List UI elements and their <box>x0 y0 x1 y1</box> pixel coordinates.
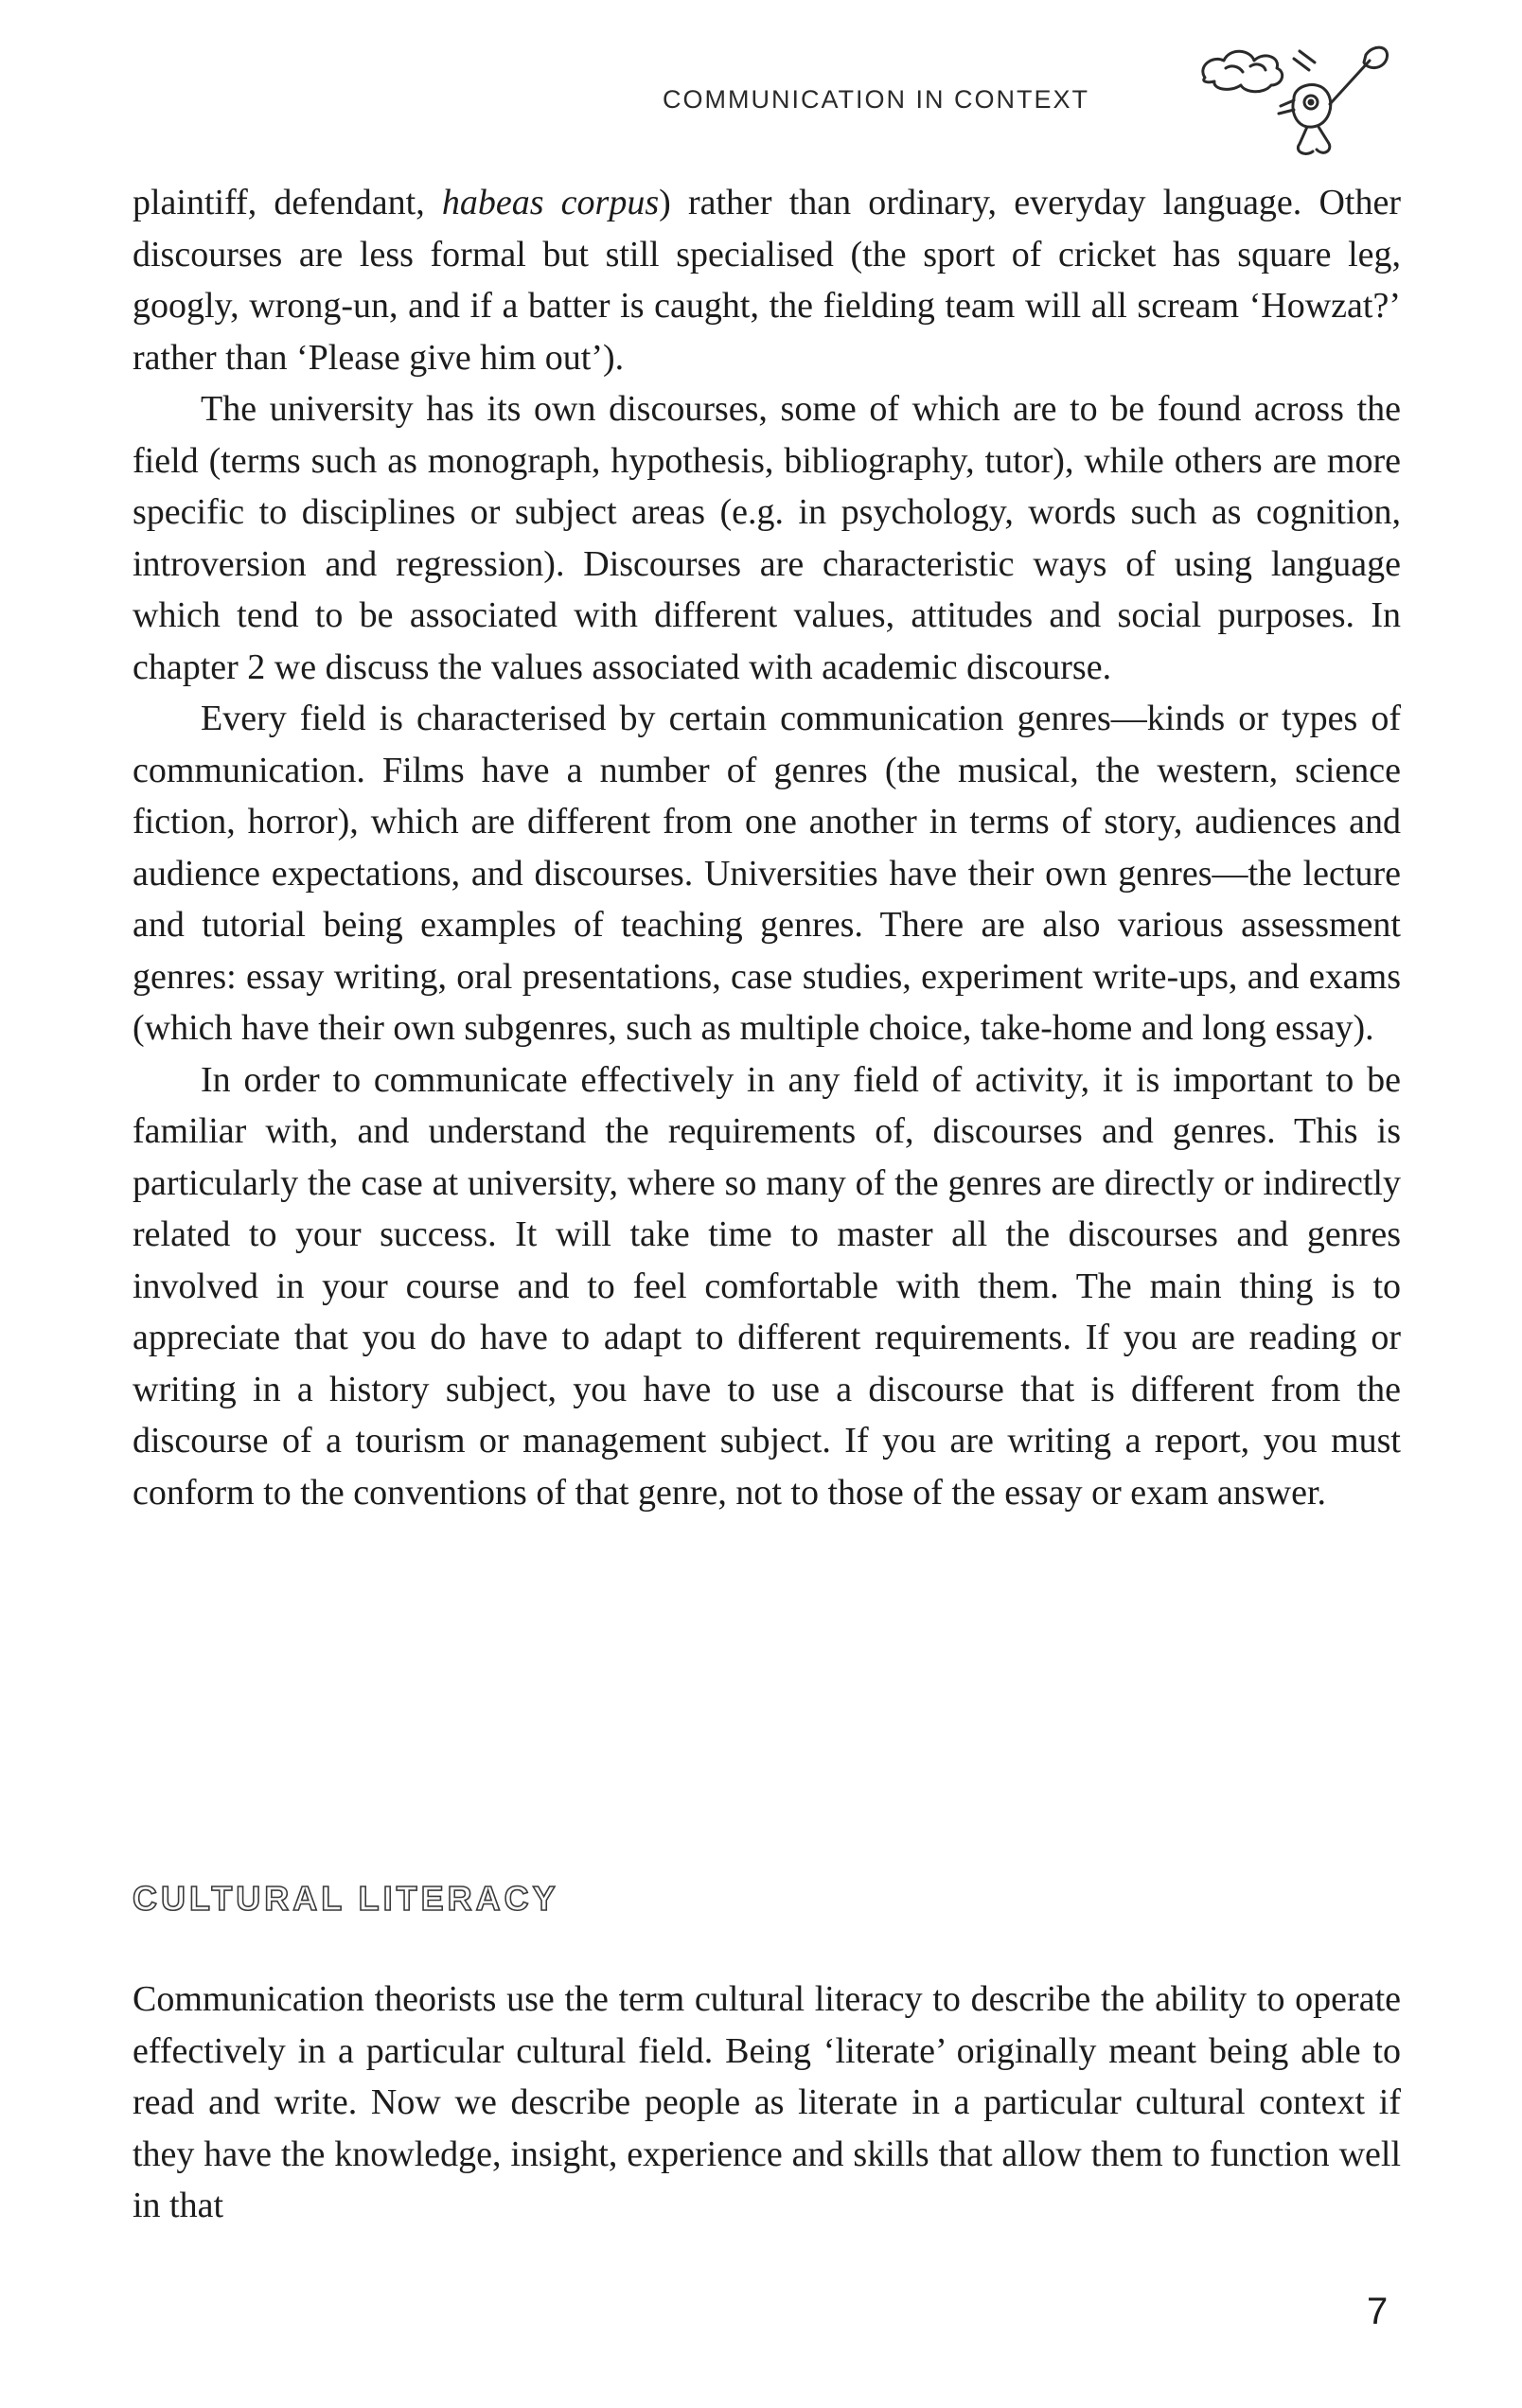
paragraph-text: ) rather than ordinary, everyday language. Other discourses are less formal but still specialised (the sport of cricket has square leg, googly, wrong-un, and if a batter is caught, the fielding team will all scream ‘Howzat?’ rather than ‘Please give him out’). <box>133 183 1401 378</box>
page-number: 7 <box>1367 2291 1389 2332</box>
paragraph: Communication theorists use the term cultural literacy to describe the ability to operate effectively in a particular cultural field. Being ‘literate’ originally meant being able to read and write. Now we describe people as literate in a particular cultural context if they have the knowledge, insight, experience and skills that allow them to function well in that <box>133 1979 1401 2225</box>
italic-term: habeas corpus <box>441 183 660 222</box>
paragraph: In order to communicate effectively in any field of activity, it is important to be familiar with, and understand the requirements of, discourses and genres. This is particularly the case at university, where so many of the genres are directly or indirectly related to your success. It will take time to master all the discourses and genres involved in your course and to feel comfortable with them. The main thing is to appreciate that you do have to adapt to different requirements. If you are reading or writing in a history subject, you have to use a discourse that is different from the discourse of a tourism or management subject. If you are writing a report, you must conform to the conventions of that genre, not to those of the essay or exam answer. <box>133 1059 1401 1513</box>
juggler-doodle-icon <box>1188 38 1406 161</box>
section-text <box>133 1974 1401 2232</box>
paragraph: Every field is characterised by certain communication genres—kinds or types of communication. Films have a number of genres (the musical, the western, science fiction, horror), which are different from one another in terms of story, audiences and audience expectations, and discourses. Universities have their own genres—the lecture and tutorial being examples of teaching genres. There are also various assessment genres: essay writing, oral presentations, case studies, experiment write-ups, and exams (which have their own subgenres, such as multiple choice, take-home and long essay). <box>133 699 1401 1048</box>
main-text <box>133 177 1401 1518</box>
section-heading: CULTURAL LITERACY <box>133 1879 559 1918</box>
paragraph: The university has its own discourses, some of which are to be found across the field (terms such as monograph, hypothesis, bibliography, tutor), while others are more specific to disciplines or subject areas (e.g. in psychology, words such as cognition, introversion and regression). Discourses are characteristic ways of using language which tend to be associated with different values, attitudes and social purposes. In chapter 2 we discuss the values associated with academic discourse. <box>133 389 1401 687</box>
running-head: COMMUNICATION IN CONTEXT <box>663 85 1089 114</box>
paragraph-text: plaintiff, defendant, <box>133 183 442 222</box>
paragraph-continued <box>133 177 1401 383</box>
